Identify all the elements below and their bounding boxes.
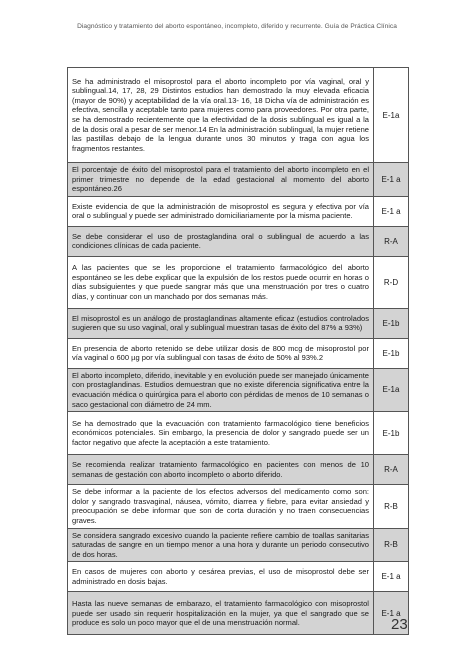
evidence-level: E-1 a <box>374 562 409 592</box>
evidence-text: Se debe informar a la paciente de los efectos adversos del medicamento como son: dolor y sangrado trasvaginal, náusea, vómito, diarrea y fiebre, para evitar ansiedad y preocupación se debe informar que son de corta duración y no traen consecuencias graves. <box>68 485 374 528</box>
evidence-level: R-B <box>374 485 409 528</box>
evidence-row <box>68 368 409 411</box>
evidence-text: El porcentaje de éxito del misoprostol para el tratamiento del aborto incompleto en el primer trimestre no depende de la edad gestacional al momento del aborto espontáneo.26 <box>68 163 374 197</box>
evidence-level: E-1 a <box>374 163 409 197</box>
evidence-text: Se considera sangrado excesivo cuando la paciente refiere cambio de toallas sanitarias saturadas de sangre en un tiempo menor a una hora y durante un periodo consecutivo de dos horas. <box>68 528 374 562</box>
evidence-level: R-D <box>374 256 409 308</box>
evidence-level: R-B <box>374 528 409 562</box>
evidence-text: A las pacientes que se les proporcione el tratamiento farmacológico del aborto espontáneo se les debe explicar que la expulsión de los restos puede ocurrir en horas o días subsiguientes y que puede sangrar más que una menstruación por tres o cuatro días, y continuar con un manchado por dos semanas más. <box>68 256 374 308</box>
evidence-row <box>68 226 409 256</box>
evidence-row <box>68 455 409 485</box>
evidence-row <box>68 68 409 163</box>
evidence-text: Hasta las nueve semanas de embarazo, el tratamiento farmacológico con misoprostol puede ser usado sin requerir hospitalización en la mujer, ya que el sangrado que se produce es solo un poco mayor que el de una menstruación normal. <box>68 592 374 635</box>
evidence-row <box>68 412 409 455</box>
running-header: Diagnóstico y tratamiento del aborto espontáneo, incompleto, diferido y recurrente. Guía de Práctica Clínica <box>77 23 397 30</box>
evidence-row <box>68 485 409 528</box>
evidence-row <box>68 196 409 226</box>
evidence-level: E-1b <box>374 338 409 368</box>
evidence-row <box>68 256 409 308</box>
evidence-level: E-1 a <box>374 196 409 226</box>
evidence-level: R-A <box>374 226 409 256</box>
evidence-text: Se ha demostrado que la evacuación con tratamiento farmacológico tiene beneficios económicos potenciales. Sin embargo, la presencia de dolor y sangrado puede ser un factor negativo que afecte la aceptación a este tratamiento. <box>68 412 374 455</box>
evidence-text: Se recomienda realizar tratamiento farmacológico en pacientes con menos de 10 semanas de gestación con aborto incompleto o aborto diferido. <box>68 455 374 485</box>
evidence-level: E-1a <box>374 68 409 163</box>
evidence-level: E-1b <box>374 412 409 455</box>
page-number: 23 <box>391 616 408 633</box>
evidence-level: R-A <box>374 455 409 485</box>
evidence-level: E-1 a <box>374 592 409 635</box>
recommendations-table <box>67 67 409 635</box>
evidence-text: Existe evidencia de que la administración de misoprostol es segura y efectiva por vía oral o sublingual y puede ser administrado domiciliariamente por la misma paciente. <box>68 196 374 226</box>
evidence-text: Se ha administrado el misoprostol para el aborto incompleto por vía vaginal, oral y sublingual.14, 17, 28, 29 Distintos estudios han demostrado la muy elevada eficacia (mayor de 90%) y aceptabilidad de la vía oral.13- 16, 18 Dicha vía de administración es efectiva, sencilla y aceptable tanto para mujeres como para proveedores. Por otra parte, se ha demostrado recientemente que la efectividad de la dosis sublingual es igual a la de la dosis oral a pesar de ser menor.14 En la administración sublingual, la mujer retiene las pastillas debajo de la lengua durante unos 30 minutos y traga con agua los fragmentos restantes. <box>68 68 374 163</box>
evidence-text: En casos de mujeres con aborto y cesárea previas, el uso de misoprostol debe ser administrado en dosis bajas. <box>68 562 374 592</box>
evidence-text: El aborto incompleto, diferido, inevitable y en evolución puede ser manejado únicamente con prostaglandinas. Estudios demuestran que no existe diferencia significativa entre la evacuación médica o quirúrgica para el aborto con pérdidas de menos de 10 semanas o saco gestacional con diámetro de 24 mm. <box>68 368 374 411</box>
evidence-level: E-1b <box>374 308 409 338</box>
evidence-row <box>68 308 409 338</box>
evidence-level: E-1a <box>374 368 409 411</box>
evidence-text: En presencia de aborto retenido se debe utilizar dosis de 800 mcg de misoprostol por vía vaginal o 600 µg por vía sublingual con tasas de éxito de 50% al 93%.2 <box>68 338 374 368</box>
evidence-row <box>68 338 409 368</box>
evidence-row <box>68 592 409 635</box>
evidence-row <box>68 528 409 562</box>
evidence-row <box>68 163 409 197</box>
evidence-text: El misoprostol es un análogo de prostaglandinas altamente eficaz (estudios controlados sugieren que su uso vaginal, oral y sublingual muestran tasas de éxito del 87% a 93%) <box>68 308 374 338</box>
evidence-row <box>68 562 409 592</box>
evidence-text: Se debe considerar el uso de prostaglandina oral o sublingual de acuerdo a las condiciones clínicas de cada paciente. <box>68 226 374 256</box>
